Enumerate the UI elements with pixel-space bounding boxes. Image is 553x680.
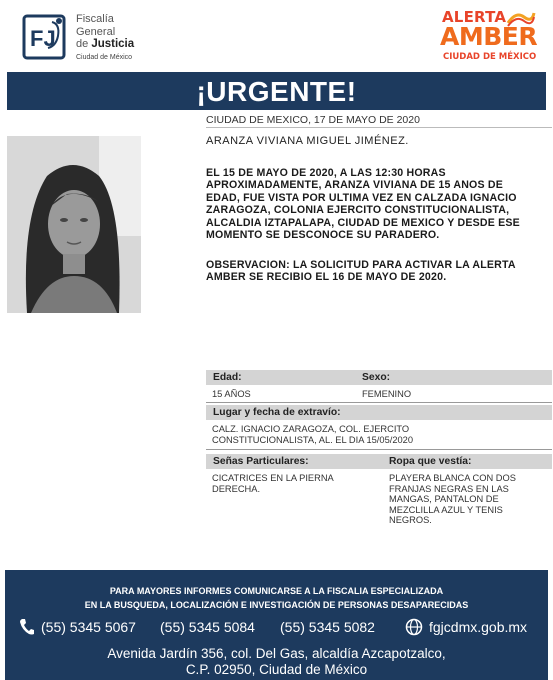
place-label: Lugar y fecha de extravío: [213,407,341,418]
marks-value: CICATRICES EN LA PIERNA DERECHA. [212,473,334,494]
person-name: ARANZA VIVIANA MIGUEL JIMÉNEZ. [206,135,409,147]
address [5,646,548,678]
phone-1[interactable]: (55) 5345 5067 [41,619,136,635]
institution-city: Ciudad de México [76,53,133,61]
divider [206,127,552,128]
table-divider [206,449,552,450]
incident-description: EL 15 DE MAYO DE 2020, A LAS 12:30 HORAS APROXIMADAMENTE, ARANZA VIVIANA DE 15 ANOS DE EDAD, FUE VISTA POR ULTIMA VEZ EN CALZADA IGNACIO ZARAGOZA, COLONIA EJERCITO CONSTITUCIONALISTA, ALCALDIA IZTAPALAPA, CIUDAD DE MEXICO Y DESDE ESE MOMENTO SE DESCONOCE SU PARADERO. [206,167,520,242]
address-line1: Avenida Jardín 356, col. Del Gas, alcaldía Azcapotzalco, [107,646,446,661]
clothes-value: PLAYERA BLANCA CON DOS FRANJAS NEGRAS EN LAS MANGAS, PANTALON DE MEZCLILLA AZUL Y TENIS NEGROS. [389,473,516,525]
phone-2[interactable]: (55) 5345 5084 [160,619,255,635]
contact-footer [5,570,548,680]
marks-clothes-header [206,454,552,469]
institution-line2: General [76,25,116,38]
place-value: CALZ. IGNACIO ZARAGOZA, COL. EJERCITO CONSTITUCIONALISTA, AL. EL DIA 15/05/2020 [212,424,413,445]
table-divider [206,402,552,403]
missing-person-photo [7,136,141,313]
footer-info-line2: EN LA BUSQUEDA, LOCALIZACIÓN E INVESTIGACIÓN DE PERSONAS DESAPARECIDAS [84,600,469,610]
clothes-label: Ropa que vestía: [389,456,472,467]
website-link[interactable]: fgjcdmx.gob.mx [429,619,528,635]
svg-text:FJ: FJ [30,26,56,51]
sex-label: Sexo: [362,372,391,383]
age-label: Edad: [213,372,242,383]
observation-text: OBSERVACION: LA SOLICITUD PARA ACTIVAR LA ALERTA AMBER SE RECIBIO EL 16 DE MAYO DE 2020. [206,259,516,284]
institution-name [76,13,134,64]
urgent-banner: ¡URGENTE! [7,72,546,110]
phone-3[interactable]: (55) 5345 5082 [280,619,375,635]
fgj-logo [22,12,68,62]
globe-icon [405,618,423,636]
amber-line3: CIUDAD DE MÉXICO [443,52,537,62]
institution-prefix: de [76,38,89,50]
institution-line3: Justicia [91,38,135,50]
address-line2: C.P. 02950, Ciudad de México [185,662,368,677]
phone-icon [19,618,35,636]
alerta-amber-logo [440,7,540,69]
footer-info-line1: PARA MAYORES INFORMES COMUNICARSE A LA FISCALIA ESPECIALIZADA [109,586,444,596]
place-header [206,405,552,420]
age-sex-header [206,370,552,385]
footer-info [5,584,548,612]
marks-label: Señas Particulares: [213,456,309,467]
photo-image [7,136,141,313]
institution-line1: Fiscalía [76,13,114,25]
age-value: 15 AÑOS [212,389,251,399]
report-date: CIUDAD DE MEXICO, 17 DE MAYO DE 2020 [206,114,420,126]
amber-line1: ALERTA [442,8,507,26]
amber-line2: AMBER [440,22,538,51]
sex-value: FEMENINO [362,389,412,399]
